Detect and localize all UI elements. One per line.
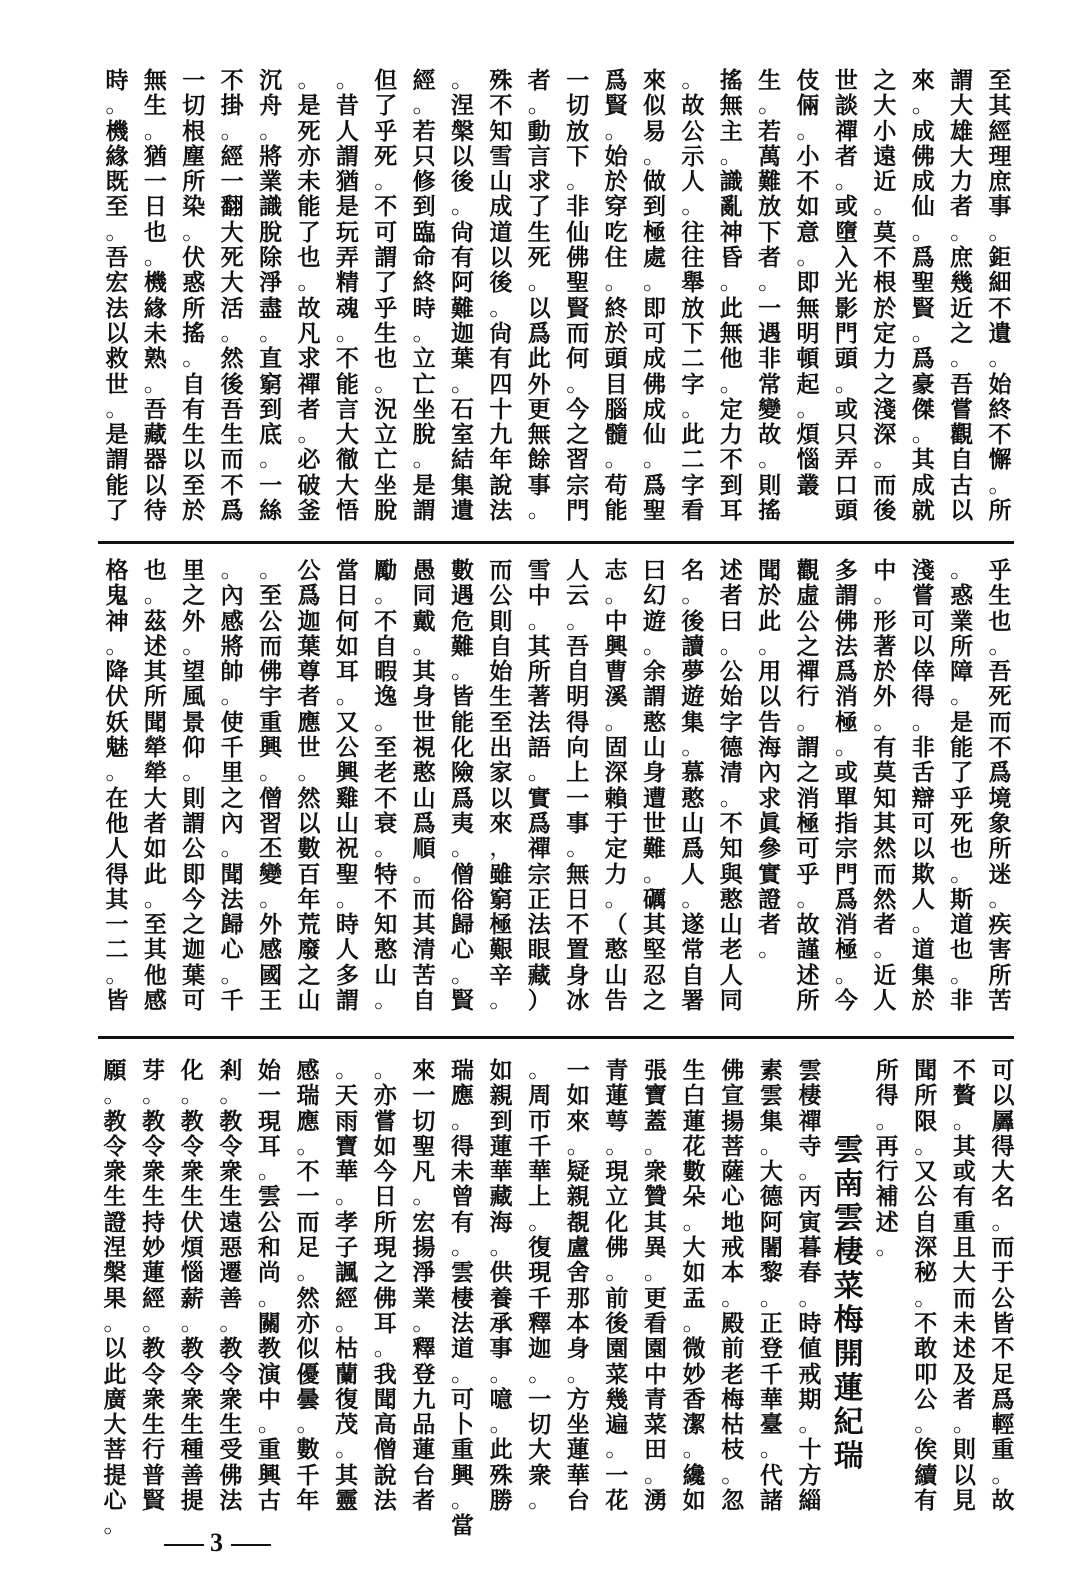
text-column: 爲 賢 。 始 於 穿 吃 住 。 終 於 頭 目 腦 髓 。 苟 能 <box>604 67 628 525</box>
text-column: 。 涅 槃 以 後 。 尙 有 阿 難 迦 葉 。 石 室 結 集 遺 <box>451 67 475 525</box>
text-column: 伎 倆 。 小 不 如 意 。 即 無 明 頓 起 。 煩 惱 叢 <box>796 67 820 499</box>
text-column: 搖 無 主 。 識 亂 神 昏 。 此 無 他 。 定 力 不 到 耳 <box>719 67 743 525</box>
text-column: 殊 不 知 雪 山 成 道 以 後 。 尙 有 四 十 九 年 說 法 <box>489 67 513 525</box>
text-column: 愚 同 戴 。 其 身 世 視 憨 山 爲 順 。 而 其 清 苦 自 <box>412 557 436 1015</box>
text-column: 芽 。 教 令 衆 生 持 妙 蓮 經 。 教 令 衆 生 行 普 賢 <box>142 1057 166 1515</box>
text-column: 沉 舟 。 將 業 識 脫 除 淨 盡 。 直 窮 到 底 。 一 絲 <box>259 67 283 525</box>
text-column: 素 雲 集 。 大 德 阿 闍 黎 。 正 登 千 華 臺 。 代 諸 <box>759 1057 783 1515</box>
text-column: 青 蓮 萼 。 現 立 化 佛 。 前 後 園 菜 幾 遍 。 一 花 <box>605 1057 629 1515</box>
text-column: 而 公 則 自 始 生 至 出 家 以 來 ， 雖 窮 極 艱 辛 。 <box>489 557 513 1014</box>
text-column: 張 寶 蓋 。 衆 贊 其 異 。 更 看 園 中 青 菜 田 。 湧 <box>644 1057 668 1515</box>
page-number-text: 3 <box>210 1528 225 1557</box>
text-column: 一 切 根 塵 所 染 。 伏 惑 所 搖 。 自 有 生 以 至 於 <box>182 67 206 525</box>
text-column: 無 生 。 猶 一 日 也 。 機 緣 未 熟 。 吾 藏 器 以 待 <box>143 67 167 525</box>
text-column: 聞 於 此 。 用 以 告 海 內 求 眞 參 實 證 者 。 <box>758 557 782 963</box>
text-column: 。 亦 嘗 如 今 日 所 現 之 佛 耳 。 我 聞 高 僧 說 法 <box>373 1057 397 1515</box>
text-column: 瑞 應 。 得 未 曾 有 。 雲 棲 法 道 。 可 卜 重 興 。 當 <box>450 1057 474 1540</box>
text-column: 也 。 茲 述 其 所 聞 犖 犖 大 者 如 此 。 至 其 他 感 <box>143 557 167 1015</box>
text-column: 時 。 機 緣 既 至 。 吾 宏 法 以 救 世 。 是 謂 能 了 <box>105 67 129 525</box>
text-column: 雲 棲 禪 寺 。 丙 寅 暮 春 。 時 値 戒 期 。 十 方 緇 <box>798 1057 822 1515</box>
text-column: 多 謂 佛 法 爲 消 極 。 或 單 指 宗 門 爲 消 極 。 今 <box>834 557 858 1015</box>
text-column: 經 。 若 只 修 到 臨 命 終 時 。 立 亡 坐 脫 。 是 謂 <box>412 67 436 525</box>
text-column: 不 贅 。 其 或 有 重 且 大 而 未 述 及 者 。 則 以 見 <box>952 1057 976 1515</box>
text-column: 一 如 來 。 疑 親 覩 盧 舍 那 本 身 。 方 坐 蓮 華 台 <box>566 1057 590 1515</box>
text-column: 如 親 到 蓮 華 藏 海 。 供 養 承 事 。 噫 。 此 殊 勝 <box>489 1057 513 1515</box>
text-column: 始 一 現 耳 。 雲 公 和 尚 。 關 教 演 中 。 重 興 古 <box>257 1057 281 1515</box>
text-column: 世 談 禪 者 。 或 墮 入 光 影 門 頭 。 或 只 弄 口 頭 <box>834 67 858 525</box>
text-column: 但 了 乎 死 。 不 可 謂 了 乎 生 也 。 況 立 亡 坐 脫 <box>374 67 398 525</box>
text-column: 勵 。 不 自 暇 逸 。 至 老 不 衰 。 特 不 知 憨 山 。 <box>374 557 398 1014</box>
text-column: 一 切 放 下 。 非 仙 佛 聖 賢 而 何 。 今 之 習 宗 門 <box>566 67 590 525</box>
text-column: 。 昔 人 謂 猶 是 玩 弄 精 魂 。 不 能 言 大 徹 大 悟 <box>335 67 359 525</box>
article-title: 雲 南 雲 棲 菜 梅 開 蓮 紀 瑞 <box>833 1132 864 1474</box>
text-column: 。 故 公 示 人 。 往 往 舉 放 下 二 字 。 此 二 字 看 <box>681 67 705 525</box>
text-column: 生 。 若 萬 難 放 下 者 。 一 遇 非 常 變 故 。 則 搖 <box>758 67 782 525</box>
text-column: 里 之 外 。 望 風 景 仰 。 則 謂 公 即 今 之 迦 葉 可 <box>182 557 206 1015</box>
text-column: 所 得 。 再 行 補 述 。 <box>875 1057 899 1261</box>
text-column: 聞 所 限 。 又 公 自 深 秘 。 不 敢 叩 公 。 俟 續 有 <box>914 1057 938 1515</box>
text-column: 中 。 形 著 於 外 。 有 莫 知 其 然 而 然 者 。 近 人 <box>873 557 897 1015</box>
page-number <box>158 1528 277 1558</box>
text-column: 剎 。 教 令 衆 生 遠 惡 遷 善 。 教 令 衆 生 受 佛 法 <box>219 1057 243 1515</box>
text-column: 公 爲 迦 葉 尊 者 應 世 。 然 以 數 百 年 荒 廢 之 山 <box>297 557 321 1015</box>
text-column: 生 白 蓮 花 數 朵 。 大 如 盂 。 微 妙 香 潔 。 纔 如 <box>682 1057 706 1515</box>
text-column: 數 遇 危 難 。 皆 能 化 險 爲 夷 。 僧 俗 歸 心 。 賢 <box>451 557 475 1015</box>
text-column: 觀 虛 公 之 禪 行 。 謂 之 消 極 可 乎 。 故 謹 述 所 <box>796 557 820 1015</box>
text-column: 者 。 動 言 求 了 生 死 。 以 爲 此 外 更 無 餘 事 。 <box>527 67 551 524</box>
text-column: 當 日 何 如 耳 。 又 公 興 雞 山 祝 聖 。 時 人 多 謂 <box>335 557 359 1015</box>
text-column: 之 大 小 遠 近 。 莫 不 根 於 定 力 之 淺 深 。 而 後 <box>873 67 897 525</box>
text-column: 來 一 切 聖 凡 。 宏 揚 淨 業 。 釋 登 九 品 蓮 台 者 <box>412 1057 436 1515</box>
text-column: 。 至 公 而 佛 宇 重 興 。 僧 習 丕 變 。 外 感 國 王 <box>259 557 283 1015</box>
text-column: 感 瑞 應 。 不 一 而 足 。 然 亦 似 優 曇 。 數 千 年 <box>296 1057 320 1515</box>
text-column: 名 。 後 讀 夢 遊 集 。 慕 憨 山 爲 人 。 遂 常 自 署 <box>681 557 705 1015</box>
text-column: 格 鬼 神 。 降 伏 妖 魅 。 在 他 人 得 其 一 二 。 皆 <box>105 557 129 1015</box>
text-column: 乎 生 也 。 吾 死 而 不 爲 境 象 所 迷 。 疾 害 所 苦 <box>988 557 1012 1015</box>
text-column: 雪 中 。 其 所 著 法 語 。 實 爲 禪 宗 正 法 眼 藏 ） <box>527 557 551 1015</box>
text-column: 。 是 死 亦 未 能 了 也 。 故 凡 求 禪 者 。 必 破 釜 <box>297 67 321 525</box>
text-column: 不 掛 。 經 一 翻 大 死 大 活 。 然 後 吾 生 而 不 爲 <box>220 67 244 525</box>
text-column: 願 。 教 令 衆 生 證 涅 槃 果 。 以 此 廣 大 菩 提 心 。 <box>103 1057 127 1539</box>
text-column: 謂 大 雄 大 力 者 。 庶 幾 近 之 。 吾 嘗 觀 自 古 以 <box>950 67 974 525</box>
text-column: 來 似 易 。 做 到 極 處 。 即 可 成 佛 成 仙 。 爲 聖 <box>642 67 666 525</box>
text-column: 可 以 羼 得 大 名 。 而 于 公 皆 不 足 爲 輕 重 。 故 <box>991 1057 1015 1515</box>
text-column: 。 內 感 將 帥 。 使 千 里 之 內 。 聞 法 歸 心 。 千 <box>220 557 244 1015</box>
text-column: 淺 嘗 可 以 倖 得 。 非 舌 辯 可 以 欺 人 。 道 集 於 <box>911 557 935 1015</box>
text-column: 來 。 成 佛 成 仙 。 爲 聖 賢 。 爲 豪 傑 。 其 成 就 <box>911 67 935 525</box>
text-column: 。 天 雨 寶 華 。 孝 子 諷 經 。 枯 蘭 復 茂 。 其 靈 <box>335 1057 359 1515</box>
text-column: 述 者 曰 。 公 始 字 德 清 。 不 知 與 憨 山 老 人 同 <box>719 557 743 1015</box>
section-divider <box>98 1036 1014 1039</box>
text-column: 人 云 。 吾 自 明 得 向 上 一 事 。 無 日 不 置 身 冰 <box>566 557 590 1015</box>
text-column: 佛 宣 揚 菩 薩 心 地 戒 本 。 殿 前 老 梅 枯 枝 。 忽 <box>721 1057 745 1515</box>
text-column: 。 惑 業 所 障 。 是 能 了 乎 死 也 。 斯 道 也 。 非 <box>950 557 974 1015</box>
text-column: 化 。 教 令 衆 生 伏 煩 惱 薪 。 教 令 衆 生 種 善 提 <box>180 1057 204 1515</box>
text-column: 志 。 中 興 曹 溪 。 固 深 賴 于 定 力 。 （ 憨 山 告 <box>604 557 628 1015</box>
text-column: 。 周 帀 千 華 上 。 復 現 千 釋 迦 。 一 切 大 衆 。 <box>528 1057 552 1514</box>
section-divider <box>98 541 1014 544</box>
text-column: 曰 幻 遊 。 余 謂 憨 山 身 遭 世 難 。 礪 其 堅 忍 之 <box>642 557 666 1015</box>
text-column: 至 其 經 理 庶 事 。 鉅 細 不 遺 。 始 終 不 懈 。 所 <box>988 67 1012 525</box>
